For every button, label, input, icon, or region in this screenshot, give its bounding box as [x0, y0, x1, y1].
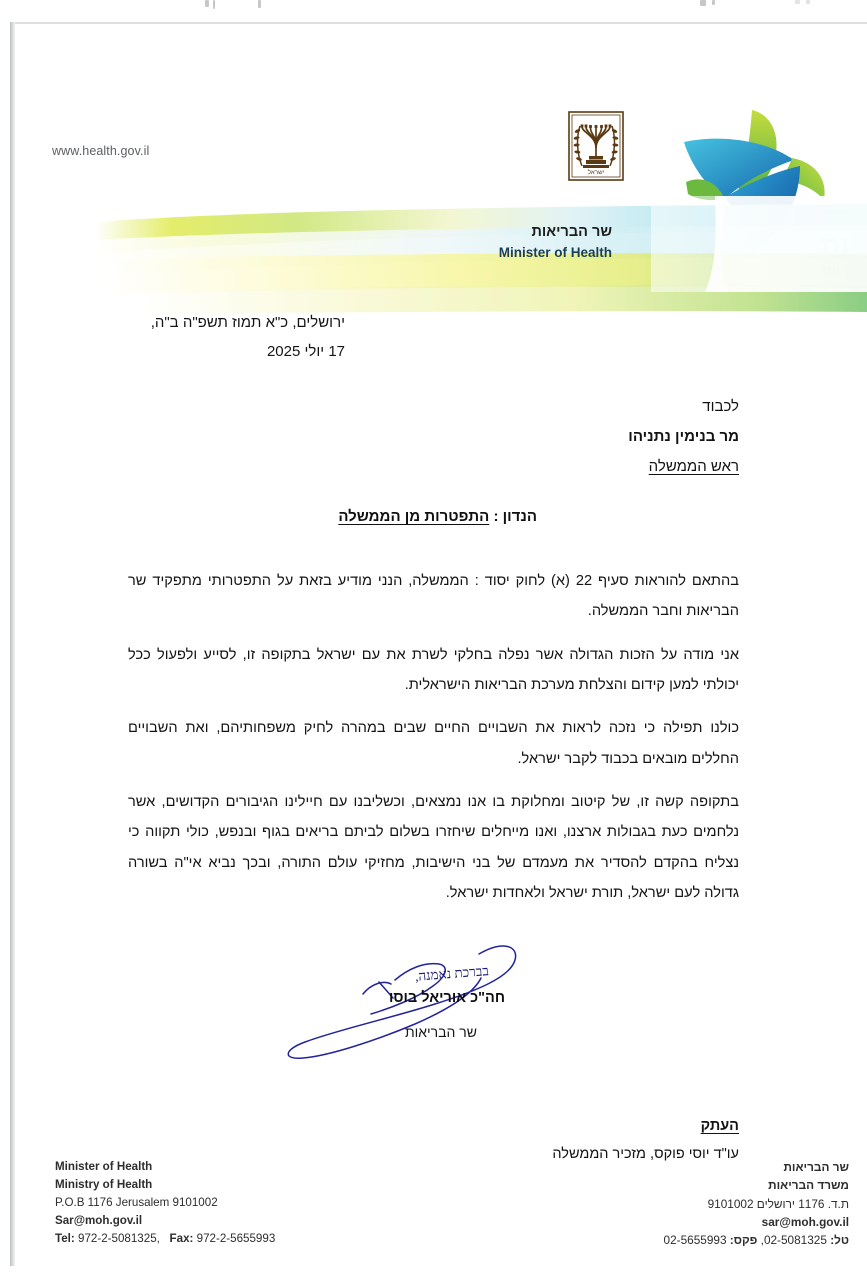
body-paragraph: אני מודה על הזכות הגדולה אשר נפלה בחלקי לשרת את עם ישראל בתקופה זו, לסייע ולפעול ככל יכולתי למען קידום והצלחת מערכת הבריאות הישראלית.	[128, 646, 739, 694]
footer-en-phones	[55, 1230, 275, 1248]
footer-he-fax-value: 02-5655993	[663, 1233, 727, 1248]
scan-artifact-crumbs	[0, 0, 867, 12]
addressee-role: ראש הממשלה	[648, 458, 739, 475]
footer-en-line1: Minister of Health	[55, 1160, 153, 1173]
letter-body	[128, 566, 739, 921]
subject-label: הנדון :	[493, 508, 537, 525]
footer-he-phones: טל: 02-5081325, פקס: 02-5655993	[664, 1231, 849, 1249]
footer-en-fax-value: 972-2-5655993	[196, 1231, 276, 1245]
signature-name: חה"כ אוריאל בוסו	[389, 990, 505, 1006]
body-paragraph: כולנו תפילה כי נזכה לראות את השבויים החיים שבים במהרה לחיק משפחותיהם, ואת השבויים החללים מובאים בכבוד לקבר ישראל.	[128, 720, 739, 767]
footer-en-tel-value: 972-2-5081325,	[78, 1231, 160, 1245]
footer-he-tel-value: 02-5081325	[763, 1233, 827, 1248]
website-url: www.health.gov.il	[52, 144, 150, 158]
footer-en-tel-label: Tel:	[55, 1231, 75, 1245]
footer-he-address: ת.ד. 1176 ירושלים 9101002	[707, 1196, 849, 1211]
hebrew-date: ירושלים, כ"א תמוז תשפ"ה ב"ה,	[150, 314, 345, 331]
addressee-name: מר בנימין נתניהו	[628, 428, 739, 445]
scan-edge-top	[14, 22, 867, 24]
header-gradient-banner	[15, 196, 867, 314]
footer-english	[55, 1158, 275, 1248]
body-paragraph: בתקופה קשה זו, של קיטוב ומחלוקת בו אנו נמצאים, וכשליבנו עם חיילינו הגיבורים הקדושים, אשר נלחמים כעת בגבולות ארצנו, ואנו מייחלים שיחזרו בשלום לביתם בריאים בגוף ובנפש, כולי תקווה כי נצליח בהקדם להסדיר את מעמדם של בני הישיבות, מחזיקי עולם התורה, ובכך נביא אי"ה בשורה גדולה לעם ישראל, תורת ישראל ולאחדות ישראל.	[128, 794, 739, 902]
addressee-block	[628, 392, 739, 482]
footer-he-tel-label: טל:	[830, 1233, 849, 1248]
footer-he-line2: משרד הבריאות	[768, 1178, 849, 1193]
dateline	[151, 308, 345, 367]
cc-heading: העתק	[700, 1118, 739, 1134]
footer-en-fax-label: Fax:	[169, 1231, 194, 1245]
subject-line	[338, 508, 537, 525]
svg-text:ישראל: ישראל	[587, 169, 605, 176]
israel-state-emblem-menorah-icon	[567, 110, 625, 186]
signature-greeting: בברכת נאמנה,	[414, 963, 490, 984]
addressee-salutation: לכבוד	[702, 398, 739, 415]
signature-role: שר הבריאות	[404, 1024, 477, 1040]
footer	[15, 1158, 867, 1258]
footer-he-fax-label: פקס:	[729, 1233, 758, 1248]
footer-he-line1: שר הבריאות	[783, 1160, 849, 1174]
subject-text: התפטרות מן הממשלה	[338, 508, 490, 525]
body-paragraph: בהתאם להוראות סעיף 22 (א) לחוק יסוד : הממשלה, הנני מודיע בזאת על התפטרותי מתפקיד שר הבריאות וחבר הממשלה.	[128, 573, 739, 620]
footer-hebrew	[664, 1158, 849, 1249]
footer-he-email[interactable]: sar@moh.gov.il	[761, 1214, 849, 1229]
cc-recipient: עו"ד יוסי פוקס, מזכיר הממשלה	[552, 1146, 739, 1163]
minister-title-hebrew: שר הבריאות	[531, 224, 612, 240]
minister-title-english: Minister of Health	[498, 245, 612, 261]
minister-title-block	[499, 222, 612, 263]
signature-block	[267, 920, 567, 1070]
footer-en-email[interactable]: Sar@moh.gov.il	[55, 1213, 143, 1227]
footer-en-line2: Ministry of Health	[55, 1177, 153, 1191]
gregorian-date: 17 יולי 2025	[266, 343, 345, 361]
footer-en-address: P.O.B 1176 Jerusalem 9101002	[55, 1195, 218, 1209]
